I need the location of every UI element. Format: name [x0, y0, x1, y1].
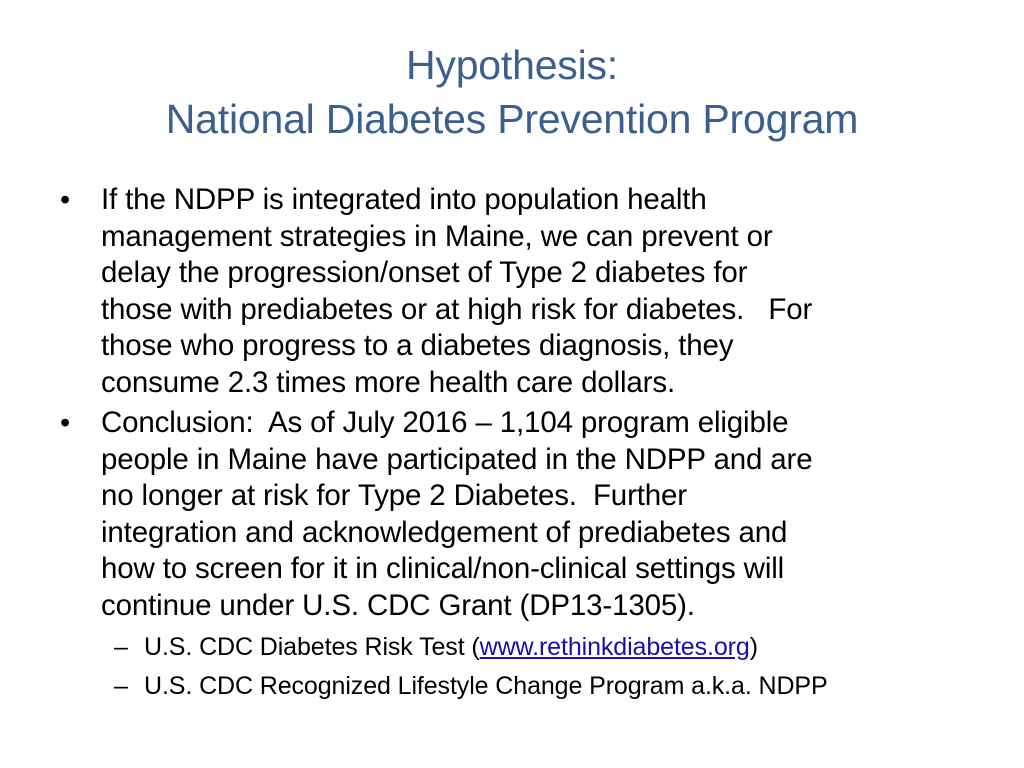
bullet-line: those who progress to a diabetes diagnosis, they [101, 329, 734, 362]
rethinkdiabetes-link[interactable]: www.rethinkdiabetes.org [479, 633, 750, 661]
bullet-line: If the NDPP is integrated into population health [101, 183, 707, 216]
bullet-conclusion [58, 405, 978, 624]
bullet-line: those with prediabetes or at high risk for diabetes. For [101, 292, 813, 326]
sub-bullet-text: U.S. CDC Recognized Lifestyle Change Program a.k.a. NDPP [144, 672, 828, 700]
bullet-line: integration and acknowledgement of prediabetes and [101, 515, 788, 549]
sub-bullet-text-end: ) [749, 633, 758, 661]
bullet-line: continue under U.S. CDC Grant (DP13-1305). [101, 588, 695, 622]
bullet-line: Conclusion: As of July 2016 – 1,104 program eligible [101, 406, 789, 439]
bullet-hypothesis [58, 182, 978, 401]
sub-bullet-risk-test [114, 628, 978, 667]
sub-bullet-marker: – [114, 672, 128, 700]
title-line-2: National Diabetes Prevention Program [165, 96, 859, 142]
bullet-line: people in Maine have participated in the NDPP and are [101, 442, 813, 476]
bullet-line: delay the progression/onset of Type 2 diabetes for [101, 256, 748, 289]
sub-bullet-text: U.S. CDC Diabetes Risk Test ( [144, 633, 480, 661]
bullet-line: management strategies in Maine, we can prevent or [101, 219, 773, 253]
bullet-line: consume 2.3 times more health care dollars. [101, 365, 675, 399]
bullet-line: no longer at risk for Type 2 Diabetes. Further [101, 479, 687, 512]
sub-bullet-marker: – [114, 633, 128, 661]
slide-body [58, 182, 978, 706]
bullet-marker: • [60, 184, 71, 216]
bullet-marker: • [60, 407, 71, 439]
bullet-line: how to screen for it in clinical/non-clinical settings will [101, 552, 785, 585]
sub-bullet-lifestyle-program [114, 667, 978, 706]
slide-title [40, 38, 984, 146]
title-line-1: Hypothesis: [405, 42, 618, 88]
